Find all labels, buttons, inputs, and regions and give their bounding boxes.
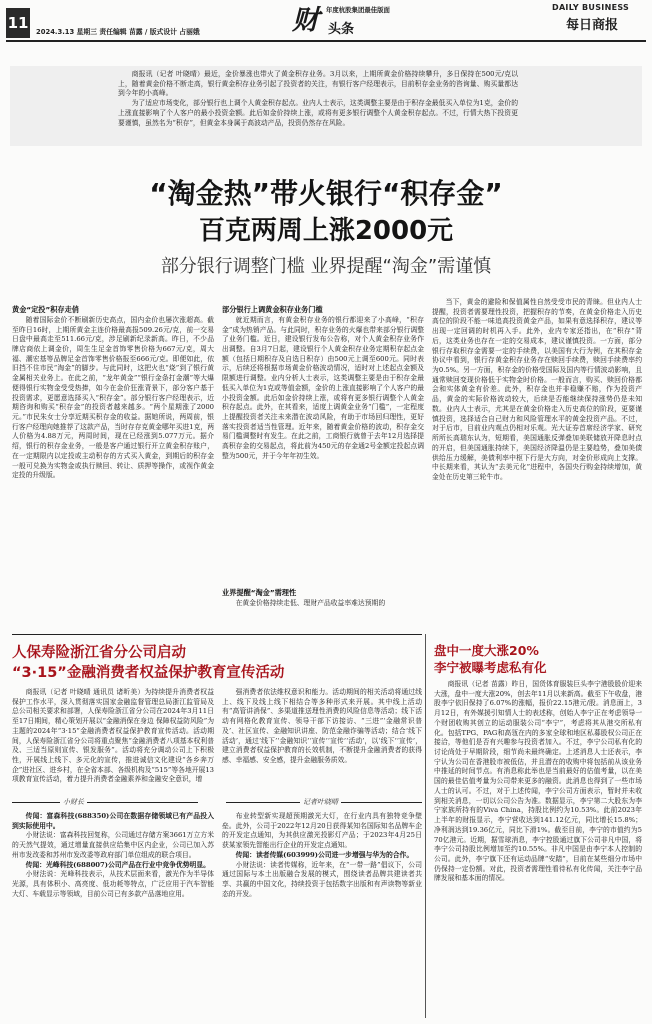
section-title: 头条 xyxy=(328,22,355,37)
brief-left-title: 小财长 xyxy=(60,797,87,807)
brief-left-item: 小财法说：光峰科技表示，从技术层面来看，激光作为半导体光源，具有体积小、高亮度、低功耗等特点，广泛应用于汽车智能大灯、车载显示等领域，目前公司已有多款产品落地应用。 xyxy=(12,870,214,898)
gold-col3-text: 当下，黄金的避险和保值属性自然受受市民的青睐。但业内人士提醒，投资者需要理性投资，把握积存的节奏，在黄金价格走入历史高位的阶段不能一味追高投资黄金产品，如果有意选择积存，建议等出现一定回调的时机再入手。此外，业内专家还指出，在“积存”背后，这类业务也存在一定的交易成本，建议谨慎投资。一方面，部分银行存取积存金需要一定的手续费，以美国有大行为例，在其积存金协议中看到，银行存黄金积存业务存在赎回手续费，赎回手续费率约为0.5%。另一方面，积存金的价格受国际及国内等行情波动影响，且通常赎回变现价格低于实物金时价格。一般而言，购买、赎回价格都会和实体黄金有价差。此外，积存金也并非稳赚不赔，作为投资产品，黄金的实际价格波动较大，后续是否能继续保持涨势仍是未知数。业内人士表示，尤其是在黄金价格走入历史高位的阶段，更要谨慎投资，选择适合自己财力和风险管理水平的黄金投资产品。不过，对于后市，目前业内观点仍相对乐观。光大证券首席经济学家、研究所所长高瑞东认为，短期看，美国通胀反弹叠加美联储放开降息时点的开启，但美国通胀持续下，美国经济降温仍是主要趋势，叠加美债供给压力缓解，美债利率中枢下行是大方向，对金价形成向上支撑。中长期来看，其认为“去美元化”进程中，各国央行购金持续增加，黄金处在历史第三轮牛市。 xyxy=(432,298,642,481)
headline-2: 百克两周上涨2000元 xyxy=(198,216,454,246)
gold-col-2 xyxy=(222,305,424,625)
lead-intro-p2: 为了适应市场变化，部分银行也上调个人黄金积存起点。业内人士表示，这类调整主要是由于积存金最低买入单位为1克，金价的上涨直接影响了个人客户的最小投资金额。此后如金价持续上涨，或将有更多银行调整个人黄金积存起点。不过，行情大热下投资更要谨慎，虽然名为“积存”，但黄金本身属于高波动产品，投资仍然存在风险。 xyxy=(118,99,518,127)
lead-intro-p1: 商报讯（记者 叶晓晴）最近，金价暴涨也带火了黄金积存业务。3月以来，上期所黄金价格持续攀升，多日保持在500元/克以上，随着黄金价格不断走高，银行黄金积存业务引起了投资者的关注，有银行客户经理表示，目前积存金业务的咨询量、购买量都达到今年的小高峰。 xyxy=(118,70,518,98)
stock-body xyxy=(434,680,642,1018)
right-column-divider xyxy=(425,634,426,1018)
insurance-text-b: 强消费者依法维权意识和能力。活动期间的相关活动将通过线上、线下及线上线下相结合等多种形式来开展。其中线上活动有“高管讲消保”、多渠道推送理性消费的风险信息等活动；线下活动有网格化教育宣传、领导干部下访接访、“三进”‘金融常识普及’、社区宣传、金融知识讲座、防范金融诈骗等活动；结合‘线下活动’，通过‘线下’‘金融知识’‘宣传’‘宣传’‘活动’，以‘线下’‘宣传’，建立消费者权益保护教育的长效机制，不断提升金融消费者的获得感、幸福感、安全感，提升金融服务质效。 xyxy=(222,688,422,765)
brief-left xyxy=(12,812,214,1018)
brief-right-item: 布业转型新实现超预期激光大灯，在行业内具有独特竞争壁垒。此外，公司于2022年12月20日获得某知名国际知名品牌车企的开发定点通知，为其供应激光投影灯产品；于2023年4月25日获某家领先智能出行企业的开发定点通知。 xyxy=(222,812,422,850)
lead-intro xyxy=(118,70,518,128)
gold-col2-text: 就近期而言，有黄金积存业务的银行都迎来了小高峰，“积存金”成为热销产品。与此同时，积存业务的火爆也带来部分银行调整了业务门槛。近日，建设银行发布公告称，对个人黄金积存业务作出调整。自3月7日起，建设银行个人黄金积存业务定期积存起点金额（包括日期积存及自选日积存）由500元上调至600元。同时表示，后续还将根据市场黄金价格波动情况，适时对上述起点金额及限额进行调整。业内分析人士表示，这类调整主要是由于积存金最低买入单位为1克或等值金额，金价的上涨直接影响了个人客户的最小投资金额。此后如金价持续上涨，或将有更多银行调整个人黄金积存起点。此外，在其看来，适度上调黄金业务“门槛”，一定程度上提醒投资者关注未来潜在波动风险，有助于市场回归理性，更好落实投资者适当性管理。近年来，随着黄金价格的波动，积存金交易门槛调整时有发生。在此之前，工商银行就曾于去年12月选择提高积存金的交易起点，将此前为450元的存金通2号金额定投起点调整为500元，并于今年年初生效。 xyxy=(222,315,424,460)
brief-right-item: 传闻：读者传媒(603999)公司进一步增强与华为的合作。 xyxy=(235,850,414,859)
masthead-rule xyxy=(6,40,646,42)
paper-name-en: DAILY BUSINESS xyxy=(552,3,630,12)
insurance-title-2: “3·15”金融消费者权益保护教育宣传活动 xyxy=(12,665,285,681)
gold-col1-subhead: 黄金“定投”积存走俏 xyxy=(12,305,79,314)
insurance-col-a xyxy=(12,688,214,796)
headline-1: “淘金热”带火银行“积存金” xyxy=(149,177,503,210)
gold-col-1 xyxy=(12,305,214,625)
gold-col2b-text: 在黄金价格持续走低、理财产品收益率难达预期的 xyxy=(235,598,386,607)
slogan: 年度杭股集团最佳版面 xyxy=(326,6,390,14)
brief-right xyxy=(222,812,422,1018)
briefs-rule-left xyxy=(12,802,198,803)
stock-title-1: 盘中一度大涨20% xyxy=(434,643,539,658)
brief-left-item: 小财法说：富森科技回复称，公司通过存储方案3661万立方米的天然气提效，通过增量直接供应给集中区内企业，公司已加入苏州市发改委和苏州市发改委等政府部门单位组成的联合项目。 xyxy=(12,831,214,859)
gold-col2-subhead: 部分银行上调黄金积存业务门槛 xyxy=(222,305,323,314)
paper-name-cn: 每日商报 xyxy=(566,18,619,33)
page-number: 11 xyxy=(6,8,30,38)
brief-right-title: 记者叶晓晴 xyxy=(300,797,341,807)
date-line: 2024.3.13 星期三 责任编辑 苗露 / 版式设计 占丽娥 xyxy=(36,28,200,36)
insurance-text-a: 商报讯（记者 叶晓晴 通讯员 诸昕美）为持续提升消费者权益保护工作水平，深入贯彻落实国家金融监督管理总局浙江监管局及总公司相关要求和部署，人保寿险浙江省分公司在2024年3月11日至17日期间，精心策划开展以“金融消保在身边 保障权益防风险”为主题的2024年“3·15”金融消费者权益保护教育宣传活动。活动期间，人保寿险浙江省分公司将重点聚焦“金融消费者八项基本权利普及、三适当原则宣传、银发服务”。活动将充分调动公司上下积极性，开展线上线下、多元化的宣传，推进诚信文化建设“各乡奔万企”进社区、进乡村，在全省本部、各级机构及“515”等各地开展13项教育宣传活动，着力提升消费者金融素养和金融安全意识，增 xyxy=(12,688,214,784)
gold-col1-text: 随着国际金价不断刷新历史高点，国内金价也屡次涨超高。截至昨日16时，上期所黄金主连价格最高报509.26元/克，前一交易日盘中最高走至511.66元/克，涉足刷新纪录新高。昨日，不少品牌店商依上调金价，周生生足金首饰零售价格为667元/克，周大福、潮宏基等品牌足金首饰零售价格报至666元/克。即便如此，依旧挡不住市民“淘金”的脚步。与此同时，这把火也“烧”到了银行黄金属相关业务上。在此之前，“龙年黄金”“银行金条打金潮”等大爆便得银行实物金受受热捧，如今在金价狂涨背景下，部分客户基于投资需求，更愿意选择买入“积存金”。部分银行客户经理表示，近期咨询和购买“积存金”的投资者越来越多。“两个星期涨了2000元。”市民朱女士分享近期买积存金的收益。据她所说，两周前，银行客户经理向她推荐了这款产品，当时存存克黄金哪年买进1克，两人价格为4.88万元，两周时间，现在已经涨到5.077万元。据介绍，银行的积存金业务，一般是客户通过银行开立黄金积存账户，在一定期限内以定投或主动积存的方式买入黄金，到期后的积存金一般可兑换为实物金或执行赎回、转让、质押等操作，或视作黄金定投的升级版。 xyxy=(12,315,214,480)
masthead xyxy=(0,0,652,44)
brief-right-item: 小财法说：读者传媒称，近年来，在“一带一路”倡议下，公司通过国际与本土出版融合发展的模式，围绕读者品牌共建读者共享、共赢的中国文化，持续投资于包括数字出版和有声读物等新业态的开发。 xyxy=(222,860,422,898)
stock-text: 商报讯（记者 苗露）昨日，国货体育服装巨头李宁港股股价迎来大涨，盘中一度大涨20%，创去年11月以来新高。截至下午收盘，港股李宁依旧保持了6.07%的涨幅，报价22.15港元/股。消息面上，3月12日，有外媒援引知情人士的表述称，创始人李宁正在考虑领导一个财团收购其创立的运动服装公司“李宁”，考虑将其从港交所私有化。包括TPG、PAG和高瓴在内的多家全球和地区私募股权公司正在接洽，等他们是否有兴趣参与投资者加入。不过，李宁公司私有化的讨论尚处于早期阶段，细节尚未最终确定。上述消息人士还表示，李宁认为公司在香港股市被低估，并且潜在的收购中将包括前从该业务中推延的时间节点。有消息称此举也是当前最好的估值考量，以在美国的最佳估值考量为公司带来更多的融资。此消息也得到了一些市场人士的认可。不过，对于上述传闻，李宁公司方面表示，暂时并未收到相关消息，一切以公司公告为准。数据显示，李宁第二大股东为李宁家族所持有的Viva China，持股比例约为10.53%。此前2023年上半年的财报显示，李宁营收达到141.12亿元，同比增长15.8%；净利润达到19.36亿元，同比下滑1%。截至目前，李宁的市值约为570亿港元。近期，据雪球消息，李宁控股通过旗下公司非凡中国，将李宁公司持股比例增加至约10.55%。非凡中国是由李宁本人控制的公司。此外，李宁旗下还有运动品牌“安踏”，目前在某些细分市场中仍保持一定份额。对此，投资者需理性看待私有化传闻，关注李宁品牌发展和基本面的情况。 xyxy=(434,680,642,883)
subheadline: 部分银行调整门槛 业界提醒“淘金”需谨慎 xyxy=(160,256,492,277)
insurance-col-b xyxy=(222,688,422,796)
gold-bottom-rule xyxy=(12,634,422,635)
gold-col-3 xyxy=(432,298,642,628)
gold-col2b-subhead: 业界提醒“淘金”需理性 xyxy=(222,587,297,597)
logo-char: 财 xyxy=(292,5,319,36)
brief-left-item: 传闻：光峰科技(688007)公司产品在行业中竞争优势明显。 xyxy=(25,860,210,869)
stock-title-2: 李宁被曝考虑私有化 xyxy=(434,660,547,675)
brief-left-item: 传闻：富森科技(688350)公司在数据存储领域已有产品投入到实际使用中。 xyxy=(12,812,214,830)
insurance-title-1: 人保寿险浙江省分公司启动 xyxy=(12,645,186,661)
